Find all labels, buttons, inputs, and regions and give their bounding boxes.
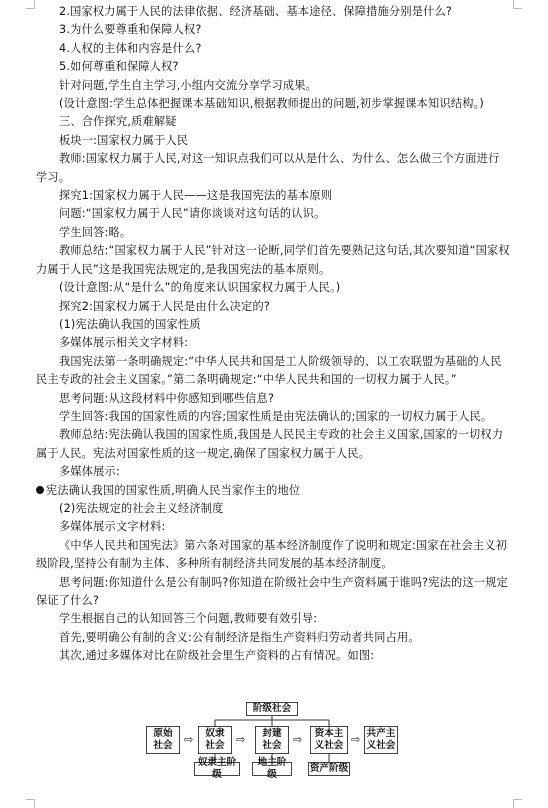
paragraph-text: 探究2:国家权力属于人民是由什么决定的? [59, 299, 271, 313]
paragraph-text: 3.为什么要尊重和保障人权? [59, 23, 202, 37]
paragraph-text: 《中华人民共和国宪法》第六条对国家的基本经济制度作了说明和规定:国家在社会主义初级阶段,坚持公有制为主体、多种所有制经济共同发展的基本经济制度。 [36, 538, 508, 571]
class-label: 地主阶级 [257, 757, 287, 780]
paragraph [36, 390, 510, 408]
paragraph-text: 其次,通过多媒体对比在阶级社会里生产资料的占有情况。如图: [59, 649, 375, 663]
paragraph [36, 629, 510, 647]
page-corner-mark [26, 799, 35, 808]
paragraph-text: 板块一:国家权力属于人民 [59, 133, 189, 147]
class-box [194, 757, 240, 780]
paragraph-text: (1)宪法确认我国的国家性质 [59, 317, 201, 331]
paragraph [36, 187, 510, 205]
paragraph-text: 教师:国家权力属于人民,对这一知识点我们可以从是什么、为什么、怎么做三个方面进行学习。 [36, 152, 500, 184]
stage-label: 原始 社会 [153, 728, 173, 751]
arrow-right-icon: ⇨ [236, 733, 246, 746]
paragraph-text: 三、合作探究,质难解疑 [59, 115, 177, 129]
page-corner-mark [513, 799, 522, 808]
paragraph-text: 5.如何尊重和保障人权? [59, 60, 179, 74]
stage-label: 封建 社会 [262, 728, 282, 751]
stage-box [198, 726, 232, 754]
paragraph-text: 问题:“国家权力属于人民”请你谈谈对这句话的认识。 [59, 207, 326, 221]
paragraph [36, 334, 510, 352]
paragraph [36, 224, 510, 242]
stage-box [255, 726, 289, 754]
class-box [308, 762, 350, 776]
class-box [252, 757, 292, 780]
paragraph-text: 多媒体展示相关文字材料: [59, 336, 189, 350]
paragraph [36, 574, 510, 611]
paragraph-text: 多媒体展示: [59, 465, 120, 479]
paragraph [36, 205, 510, 223]
paragraph [36, 21, 510, 39]
paragraph-text: 首先,要明确公有制的含义:公有制经济是指生产资料归劳动者共同占用。 [59, 630, 420, 644]
paragraph-text: 2.国家权力属于人民的法律依据、经济基础、基本途径、保障措施分别是什么? [59, 5, 453, 18]
paragraph [36, 150, 510, 187]
stage-label: 奴隶 社会 [205, 728, 225, 751]
paragraph [36, 426, 510, 463]
paragraph [36, 537, 510, 574]
paragraph [36, 95, 510, 113]
paragraph [36, 113, 510, 131]
paragraph-text: (设计意图:从“是什么”的角度来认识国家权力属于人民。) [59, 281, 341, 295]
arrow-right-icon: ⇨ [351, 733, 361, 746]
page-corner-mark [513, 0, 522, 9]
page-corner-mark [26, 0, 35, 9]
paragraph [36, 3, 510, 21]
paragraph [36, 279, 510, 297]
paragraph [36, 518, 510, 536]
paragraph [36, 242, 510, 279]
paragraph-text: 思考问题:从这段材料中你感知到哪些信息? [59, 391, 275, 405]
paragraph [36, 463, 510, 481]
paragraph [36, 298, 510, 316]
bullet-icon [36, 486, 44, 494]
paragraph [36, 77, 510, 95]
paragraph [36, 132, 510, 150]
document-body [36, 3, 510, 666]
paragraph-text: 我国宪法第一条明确规定:“中华人民共和国是工人阶级领导的、以工农联盟为基础的人民民主专政的社会主义国家。”第二条明确规定:“中华人民共和国的一切权力属于人民。” [36, 354, 502, 387]
class-label: 资产阶级 [309, 763, 349, 774]
paragraph-text: 教师总结:“国家权力属于人民”针对这一论断,同学们首先要熟记这句话,其次要知道“国家权力属于人民”这是我国宪法规定的,是我国宪法的基本原则。 [36, 244, 510, 276]
stage-box [310, 726, 348, 754]
paragraph [36, 647, 510, 665]
paragraph-text: (2)宪法规定的社会主义经济制度 [59, 501, 224, 515]
paragraph-text: 针对问题,学生自主学习,小组内交流分享学习成果。 [59, 78, 318, 92]
class-society-label: 阶级社会 [246, 702, 298, 716]
paragraph [36, 58, 510, 76]
paragraph [36, 316, 510, 334]
paragraph-text: 探究1:国家权力属于人民——这是我国宪法的基本原则 [59, 189, 333, 203]
paragraph [36, 408, 510, 426]
paragraph-text: 学生回答:我国的国家性质的内容;国家性质是由宪法确认的;国家的一切权力属于人民。 [59, 409, 493, 423]
paragraph-text: 宪法确认我国的国家性质,明确人民当家作主的地位 [46, 483, 301, 497]
paragraph-text: 多媒体展示文字材料: [59, 520, 166, 534]
stage-box [364, 726, 398, 754]
paragraph [36, 40, 510, 58]
paragraph-text: 学生回答:略。 [59, 225, 132, 239]
paragraph [36, 353, 510, 390]
paragraph-text: 学生根据自己的认知回答三个问题,教师要有效引导: [59, 612, 318, 626]
arrow-right-icon: ⇨ [293, 733, 303, 746]
paragraph-text: 教师总结:宪法确认我国的国家性质,我国是人民民主专政的社会主义国家,国家的一切权力属于人民。宪法对国家性质的这一规定,确保了国家权力属于人民。 [36, 428, 504, 460]
stage-label: 共产主 义社会 [366, 728, 396, 751]
stage-box [146, 726, 180, 754]
paragraph-text: 思考问题:你知道什么是公有制吗?你知道在阶级社会中生产资料属于谁吗?宪法的这一规定保证了什么? [36, 575, 508, 607]
paragraph-text: (设计意图:学生总体把握课本基础知识,根据教师提出的问题,初步掌握课本知识结构。) [59, 97, 484, 111]
paragraph [36, 500, 510, 518]
paragraph [36, 482, 510, 500]
arrow-right-icon: ⇨ [184, 733, 194, 746]
paragraph [36, 610, 510, 628]
stage-label: 资本主 义社会 [314, 728, 344, 751]
class-label: 奴隶主阶级 [197, 757, 237, 780]
paragraph-text: 4.人权的主体和内容是什么? [59, 41, 202, 55]
